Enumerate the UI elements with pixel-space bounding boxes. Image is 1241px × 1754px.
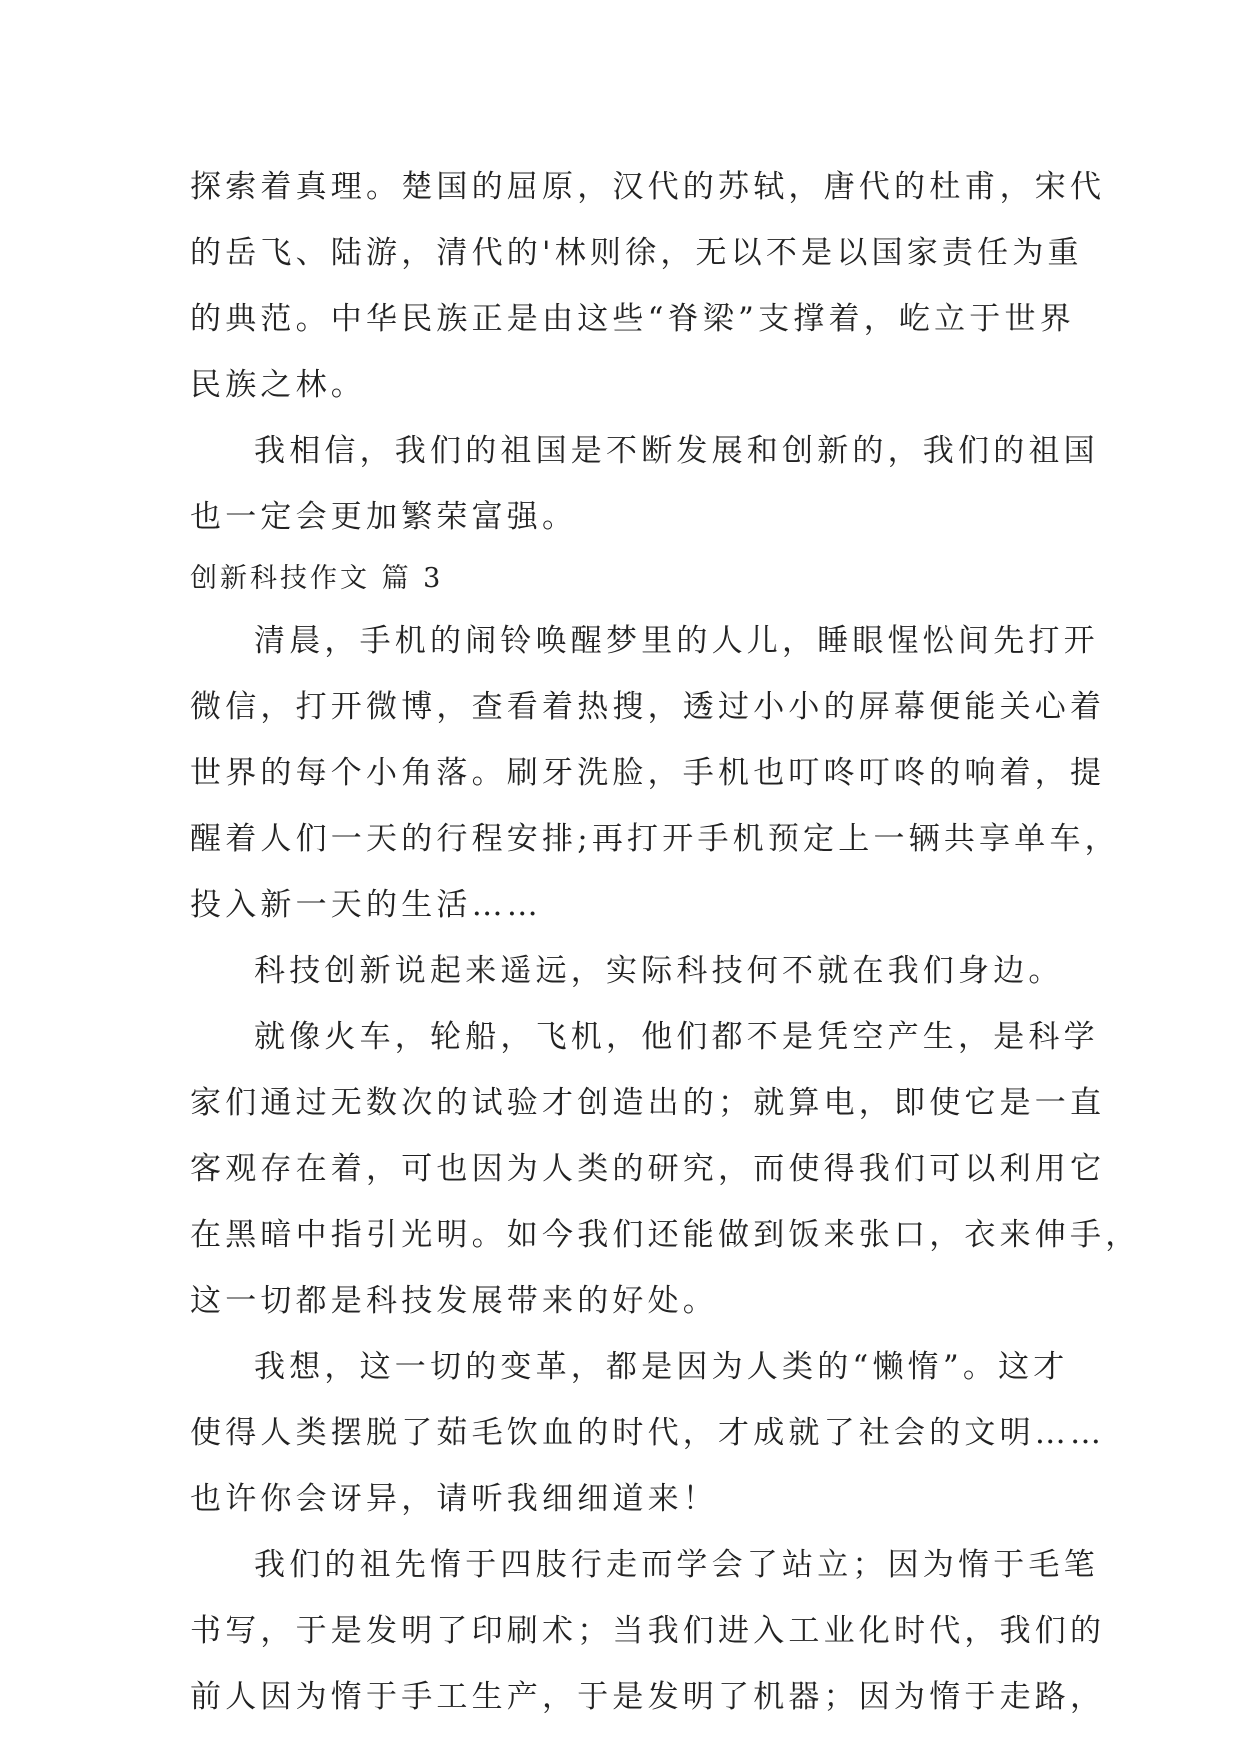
paragraph-inventions (190, 1004, 1141, 1334)
document-body (190, 154, 1141, 1730)
paragraph-tech-nearby (190, 938, 1062, 1004)
text-line: 书写，于是发明了印刷术；当我们进入工业化时代，我们的 (190, 1613, 1106, 1649)
text-line: 的岳飞、陆游，清代的'林则徐，无以不是以国家责任为重 (190, 235, 1083, 271)
text-line: 前人因为惰于手工生产，于是发明了机器；因为惰于走路， (190, 1679, 1106, 1715)
paragraph-section1-conclusion (190, 418, 1099, 550)
paragraph-ancestors (190, 1532, 1106, 1730)
section-heading: 创新科技作文 篇 3 (190, 563, 444, 594)
text-line: 微信，打开微博，查看着热搜，透过小小的屏幕便能关心着 (190, 689, 1106, 725)
text-line: 清晨，手机的闹铃唤醒梦里的人儿，睡眼惺忪间先打开 (254, 623, 1099, 659)
text-line: 这一切都是科技发展带来的好处。 (190, 1283, 718, 1319)
text-line: 我们的祖先惰于四肢行走而学会了站立；因为惰于毛笔 (254, 1547, 1099, 1583)
paragraph-morning (190, 608, 1120, 938)
text-line: 也许你会讶异，请听我细细道来！ (190, 1481, 718, 1517)
text-line: 探索着真理。楚国的屈原，汉代的苏轼，唐代的杜甫，宋代 (190, 169, 1106, 205)
text-line: 使得人类摆脱了茹毛饮血的时代，才成就了社会的文明…… (190, 1415, 1106, 1451)
text-line: 就像火车，轮船，飞机，他们都不是凭空产生，是科学 (254, 1019, 1099, 1055)
text-line: 在黑暗中指引光明。如今我们还能做到饭来张口，衣来伸手， (190, 1217, 1141, 1253)
text-line: 投入新一天的生活…… (190, 887, 542, 923)
text-line: 家们通过无数次的试验才创造出的；就算电，即使它是一直 (190, 1085, 1106, 1121)
text-line: 民族之林。 (190, 367, 366, 403)
text-line: 我想，这一切的变革，都是因为人类的“懒惰”。这才 (254, 1349, 1069, 1385)
paragraph-laziness (190, 1334, 1106, 1532)
text-line: 醒着人们一天的行程安排;再打开手机预定上一辆共享单车， (190, 821, 1120, 857)
text-line: 我相信，我们的祖国是不断发展和创新的，我们的祖国 (254, 433, 1099, 469)
paragraph-section1-continued (190, 154, 1106, 418)
text-line: 的典范。中华民族正是由这些“脊梁”支撑着，屹立于世界 (190, 301, 1075, 337)
text-line: 客观存在着，可也因为人类的研究，而使得我们可以利用它 (190, 1151, 1106, 1187)
text-line: 世界的每个小角落。刷牙洗脸，手机也叮咚叮咚的响着，提 (190, 755, 1106, 791)
text-line: 科技创新说起来遥远，实际科技何不就在我们身边。 (254, 953, 1064, 989)
text-line: 也一定会更加繁荣富强。 (190, 499, 578, 535)
